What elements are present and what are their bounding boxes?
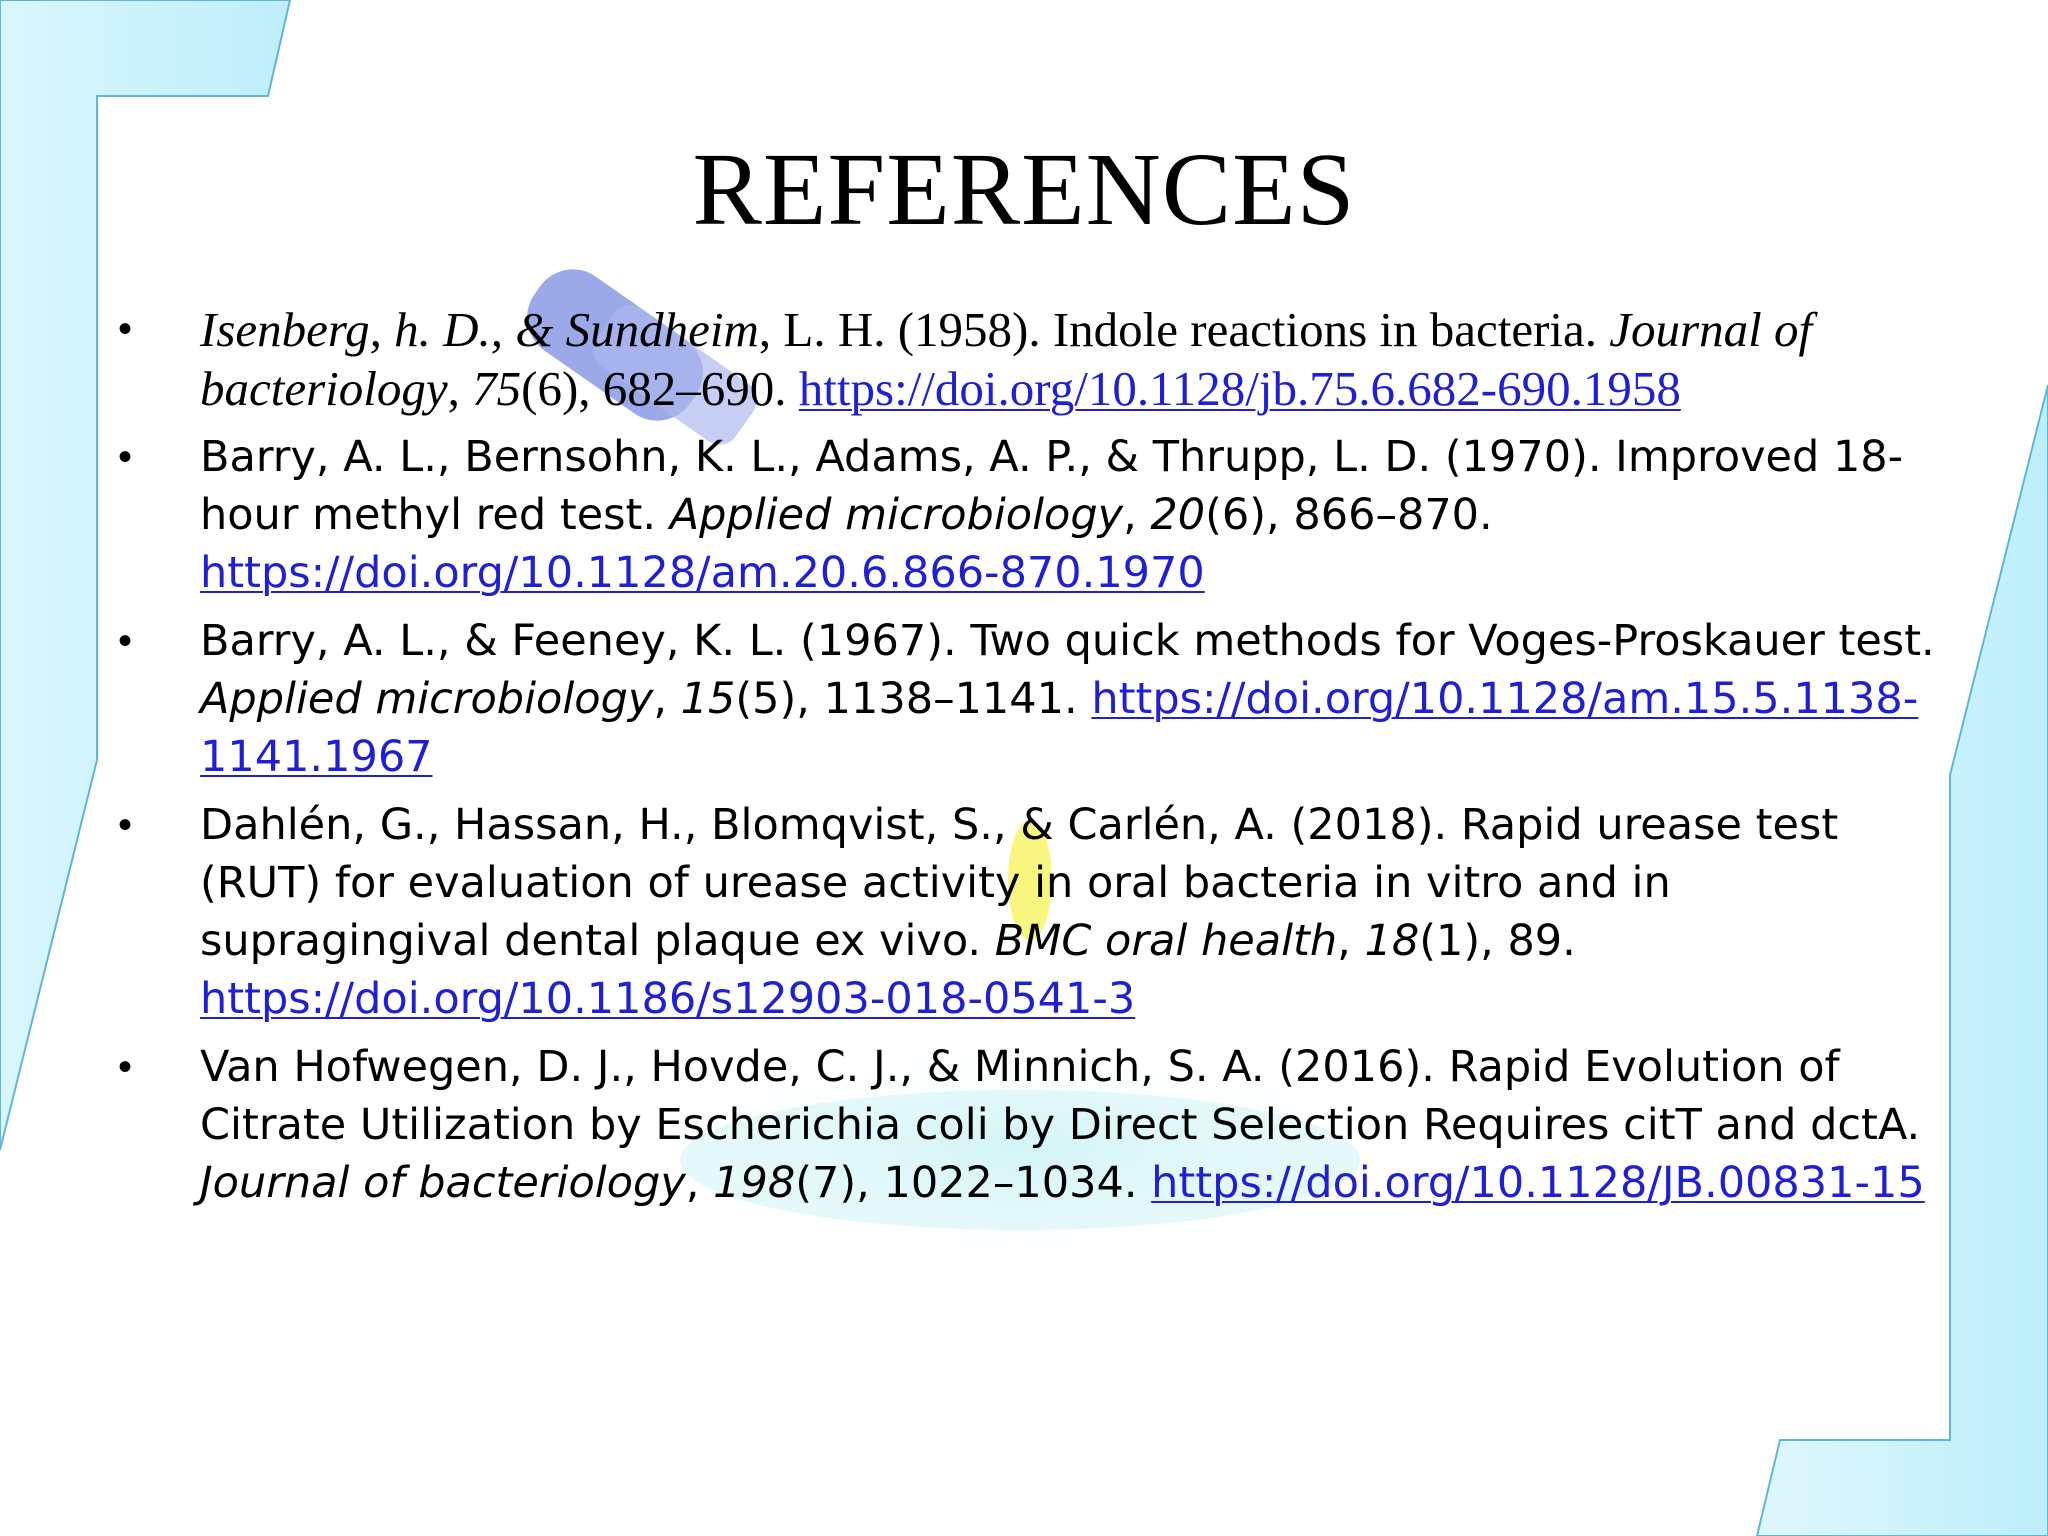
reference-separator: ,: [685, 1158, 714, 1208]
reference-separator: ,: [1337, 916, 1365, 966]
slide-title: REFERENCES: [692, 132, 1356, 247]
reference-doi-link[interactable]: https://doi.org/10.1128/am.15.5.1138-1141.1967: [200, 674, 1919, 782]
reference-item: [118, 796, 1938, 1028]
reference-issue-pages: (6), 682–690.: [521, 361, 799, 416]
bullet-icon: •: [118, 307, 133, 351]
reference-text: Barry, A. L., & Feeney, K. L. (1967). Two quick methods for Voges-Proskauer test.: [200, 616, 1935, 666]
reference-volume: 15: [680, 674, 736, 724]
reference-volume: 20: [1150, 490, 1206, 540]
reference-text: Van Hofwegen, D. J., Hovde, C. J., & Minnich, S. A. (2016). Rapid Evolution of Citrate Utilization by Escherichia coli by Direct Selection Requires citT and dctA.: [200, 1042, 1921, 1150]
reference-issue-pages: (7), 1022–1034.: [795, 1158, 1152, 1208]
reference-issue-pages: (6), 866–870.: [1205, 490, 1493, 540]
reference-journal: Journal of bacteriology: [200, 1158, 686, 1208]
reference-doi-link[interactable]: https://doi.org/10.1128/jb.75.6.682-690.1958: [798, 361, 1681, 416]
bullet-icon: •: [118, 1045, 133, 1089]
bullet-icon: •: [118, 619, 133, 663]
reference-doi-link[interactable]: https://doi.org/10.1128/am.20.6.866-870.1970: [200, 548, 1205, 598]
reference-authors: Isenberg, h. D., & Sundheim: [200, 302, 759, 357]
reference-volume: 18: [1364, 916, 1420, 966]
reference-journal: Applied microbiology: [669, 490, 1124, 540]
reference-item: [118, 300, 1938, 418]
bullet-icon: •: [118, 435, 133, 479]
reference-journal: Journal of bacteriology: [200, 302, 1813, 416]
reference-item: [118, 612, 1938, 786]
reference-journal: BMC oral health: [994, 916, 1338, 966]
reference-text: Barry, A. L., Bernsohn, K. L., Adams, A. P., & Thrupp, L. D. (1970). Improved 18-hour methyl red test.: [200, 432, 1904, 540]
reference-journal: Applied microbiology: [200, 674, 654, 724]
reference-separator: ,: [653, 674, 681, 724]
reference-doi-link[interactable]: https://doi.org/10.1186/s12903-018-0541-3: [200, 974, 1136, 1024]
reference-separator: ,: [447, 361, 473, 416]
bullet-icon: •: [118, 803, 133, 847]
reference-text: Dahlén, G., Hassan, H., Blomqvist, S., & Carlén, A. (2018). Rapid urease test (RUT) for evaluation of urease activity in oral bacteria in vitro and in supragingival dental plaque ex vivo.: [200, 800, 1839, 966]
reference-item: [118, 428, 1938, 602]
reference-issue-pages: (1), 89.: [1419, 916, 1576, 966]
reference-volume: 198: [713, 1158, 796, 1208]
reference-doi-link[interactable]: https://doi.org/10.1128/JB.00831-15: [1151, 1158, 1925, 1208]
reference-text: , L. H. (1958). Indole reactions in bacteria.: [758, 302, 1610, 357]
reference-separator: ,: [1123, 490, 1151, 540]
reference-volume: 75: [472, 361, 522, 416]
reference-list: [118, 300, 1938, 1222]
reference-issue-pages: (5), 1138–1141.: [735, 674, 1092, 724]
reference-item: [118, 1038, 1938, 1212]
